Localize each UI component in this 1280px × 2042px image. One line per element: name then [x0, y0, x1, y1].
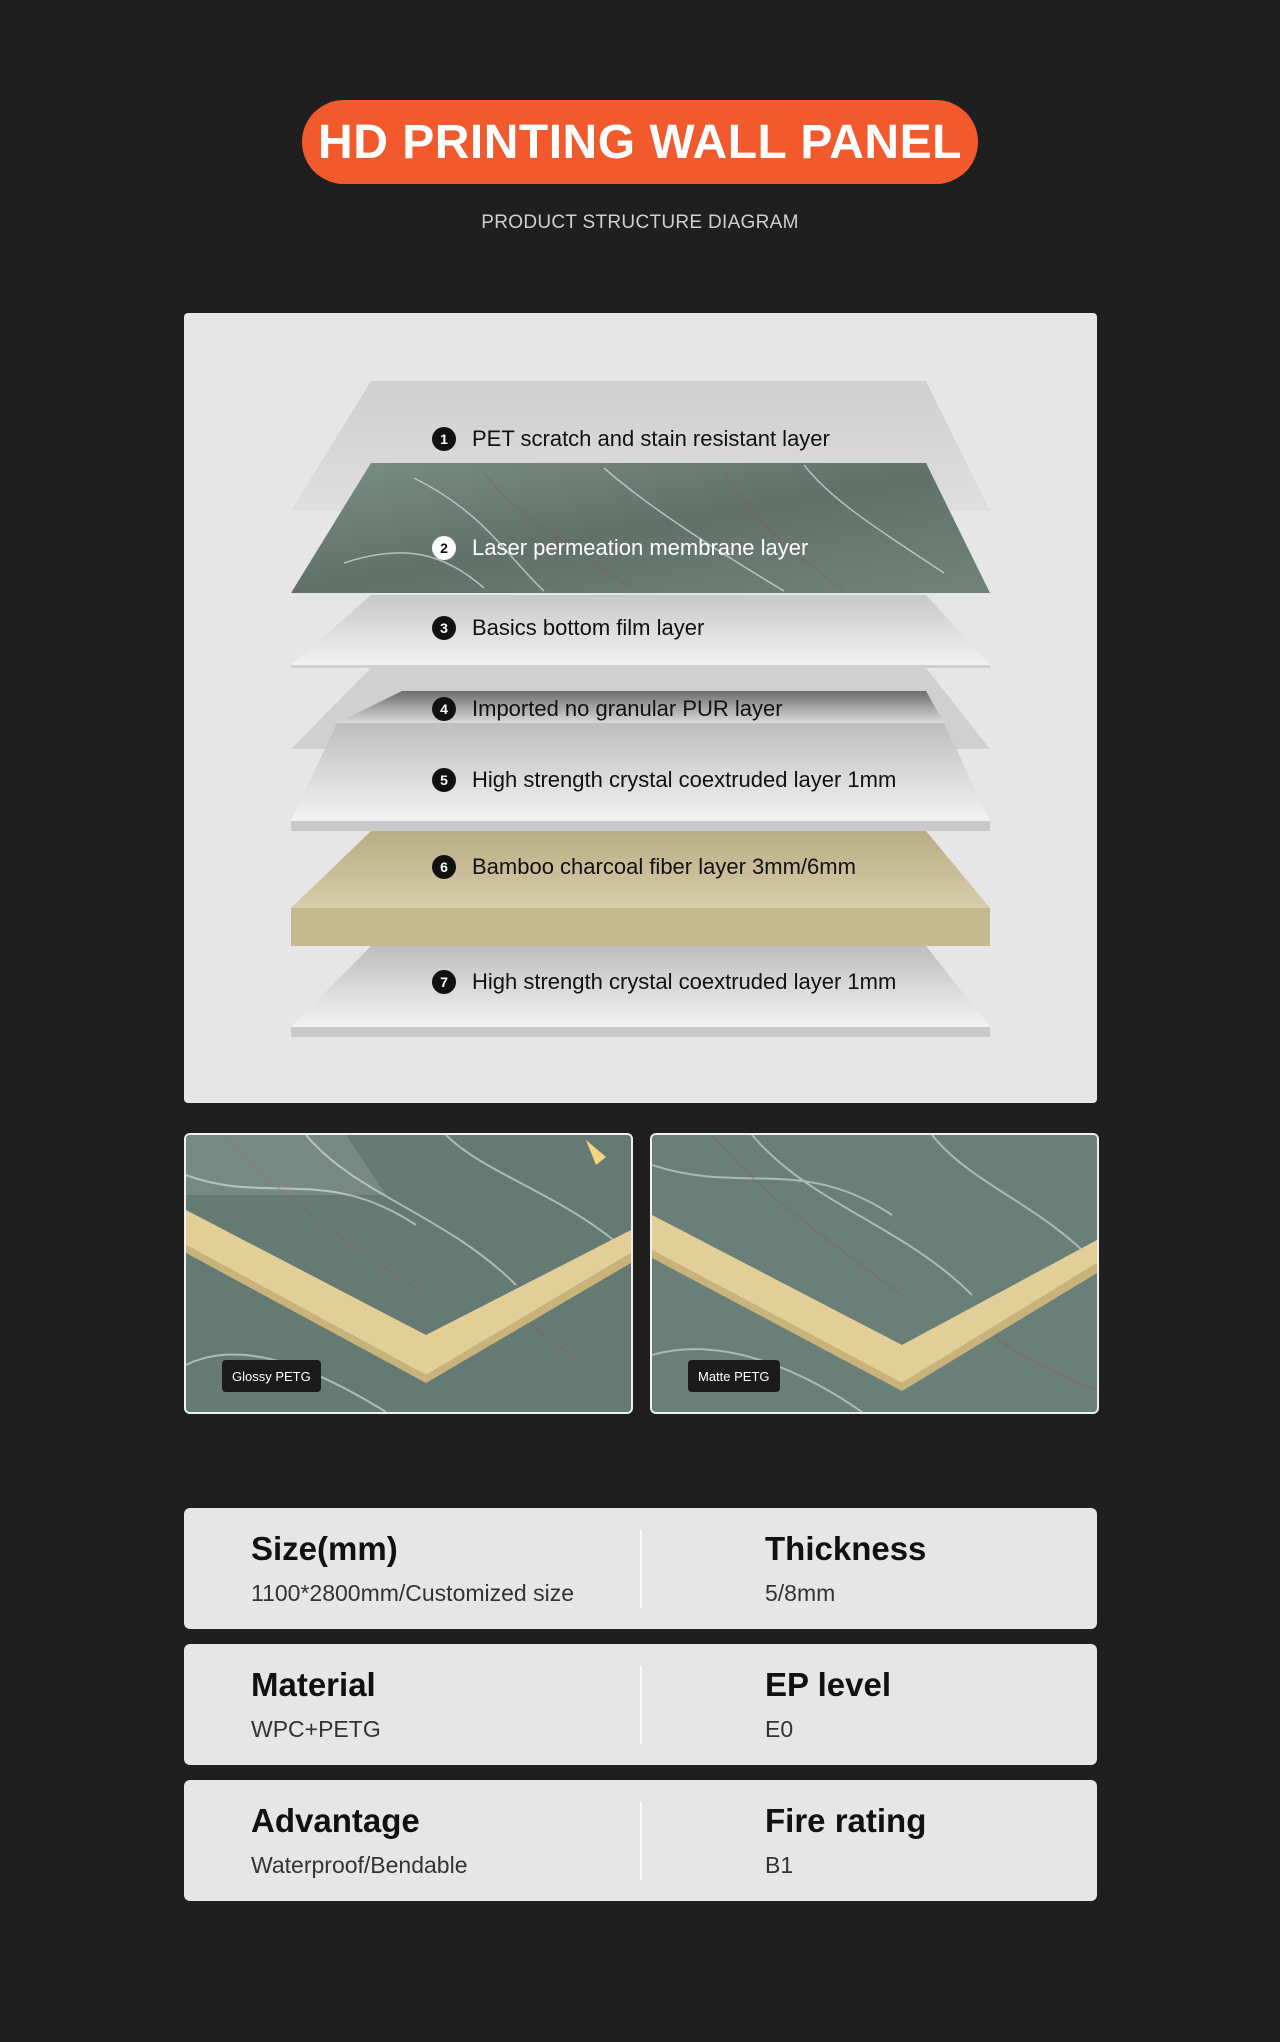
- spec-value: 5/8mm: [765, 1580, 836, 1606]
- number-badge: 3: [432, 616, 456, 640]
- page-subtitle: PRODUCT STRUCTURE DIAGRAM: [481, 212, 799, 233]
- layer-name: High strength crystal coextruded layer 1mm: [472, 767, 897, 792]
- layer-name: Bamboo charcoal fiber layer 3mm/6mm: [472, 854, 856, 879]
- layer-name: PET scratch and stain resistant layer: [472, 426, 830, 451]
- layer-name: Laser permeation membrane layer: [472, 535, 809, 560]
- layer-2-shape: [291, 463, 990, 593]
- spec-divider: [640, 1530, 642, 1608]
- layer-name: Basics bottom film layer: [472, 615, 705, 640]
- spec-value: E0: [765, 1716, 794, 1742]
- sample-tag-matte: Matte PETG: [688, 1360, 780, 1392]
- sample-tag-glossy: Glossy PETG: [222, 1360, 321, 1392]
- layer-label-2: [432, 535, 808, 561]
- spec-row-size-thickness: [184, 1508, 1097, 1629]
- spec-value: B1: [765, 1852, 794, 1878]
- number-badge: 6: [432, 855, 456, 879]
- spec-row-material-ep: [184, 1644, 1097, 1765]
- spec-label: EP level: [765, 1666, 891, 1703]
- spec-divider: [640, 1666, 642, 1744]
- title-banner: [302, 100, 978, 184]
- layer-label-7: [432, 969, 896, 995]
- number-badge: 7: [432, 970, 456, 994]
- layer-name: High strength crystal coextruded layer 1mm: [472, 969, 897, 994]
- number-badge: 1: [432, 427, 456, 451]
- matte-sample-image: [650, 1133, 1099, 1414]
- spec-value: 1100*2800mm/Customized size: [251, 1580, 575, 1606]
- glossy-sample-image: [184, 1133, 633, 1414]
- page-title: HD PRINTING WALL PANEL: [318, 115, 962, 169]
- spec-value: Waterproof/Bendable: [251, 1852, 468, 1878]
- layer-name: Imported no granular PUR layer: [472, 696, 783, 721]
- spec-label: Size(mm): [251, 1530, 398, 1567]
- layer-label-3: [432, 615, 704, 641]
- spec-row-advantage-fire: [184, 1780, 1097, 1901]
- spec-label: Material: [251, 1666, 376, 1703]
- layer-label-5: [432, 767, 896, 793]
- layer-label-6: [432, 854, 856, 880]
- structure-diagram: [184, 313, 1097, 1103]
- spec-divider: [640, 1802, 642, 1880]
- spec-label: Thickness: [765, 1530, 927, 1567]
- number-badge: 5: [432, 768, 456, 792]
- number-badge: 2: [432, 536, 456, 560]
- number-badge: 4: [432, 697, 456, 721]
- spec-value: WPC+PETG: [251, 1716, 381, 1742]
- layer-label-1: [432, 426, 830, 452]
- spec-label: Fire rating: [765, 1802, 927, 1839]
- spec-label: Advantage: [251, 1802, 420, 1839]
- layer-label-4: [432, 696, 783, 722]
